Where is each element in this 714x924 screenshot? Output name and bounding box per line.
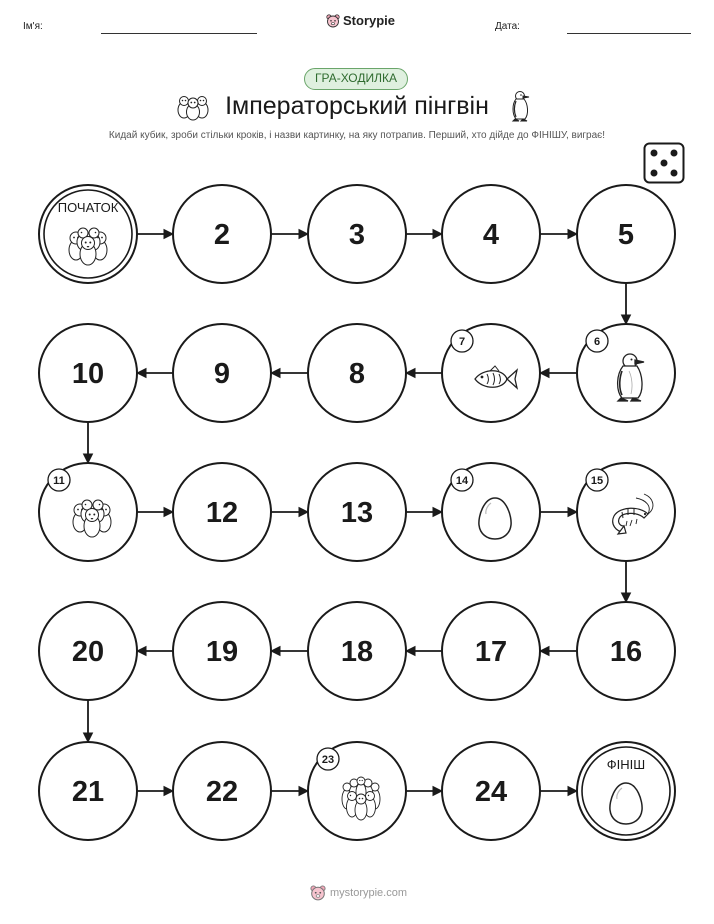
cell-number: 11 [53, 475, 65, 487]
board-cell-23 [308, 742, 406, 840]
cell-number: 16 [609, 636, 643, 668]
board-cell-9 [173, 324, 271, 422]
board-cell-4 [442, 185, 540, 283]
cell-number: 13 [340, 497, 374, 529]
cell-number: 21 [71, 776, 105, 808]
cell-number: 19 [205, 636, 239, 668]
board-cell-22 [173, 742, 271, 840]
penguin-group-icon [73, 500, 111, 537]
cell-number: 24 [474, 776, 508, 808]
cell-number: 20 [71, 636, 105, 668]
penguin-group-icon [69, 228, 107, 265]
board-cell-24 [442, 742, 540, 840]
board-cell-21 [39, 742, 137, 840]
game-type-badge: ГРА-ХОДИЛКА [304, 68, 408, 90]
board-cell-2 [173, 185, 271, 283]
cell-number: 7 [458, 336, 466, 348]
board-cell-15 [577, 463, 675, 561]
cell-number: 6 [593, 336, 601, 348]
board-cell-14 [442, 463, 540, 561]
board-cell-6 [577, 324, 675, 422]
cell-number: 4 [482, 219, 500, 251]
cell-number: 22 [205, 776, 239, 808]
cell-number: 2 [213, 219, 231, 251]
name-label: Ім'я: [23, 21, 43, 32]
board-cell-20 [39, 602, 137, 700]
brand-name: Storypie [343, 13, 396, 28]
board-cell-3 [308, 185, 406, 283]
instructions: Кидай кубик, зроби стільки кроків, і назви картинку, на яку потрапив. Перший, хто дійде до ФІНІШУ, виграє! [108, 130, 606, 141]
board-cell-18 [308, 602, 406, 700]
board-cell-7 [442, 324, 540, 422]
date-label: Дата: [495, 21, 520, 32]
cell-number: 9 [213, 358, 231, 390]
bear-logo-icon [310, 885, 326, 901]
cell-number: 14 [455, 475, 469, 487]
board-cell-17 [442, 602, 540, 700]
penguin-colony-icon [342, 777, 380, 820]
cell-number: 18 [340, 636, 374, 668]
finish-label: ФІНІШ [606, 757, 646, 772]
page-title: Імператорський пінгвін [225, 92, 489, 120]
cell-number: 5 [617, 219, 635, 251]
board-cell-10 [39, 324, 137, 422]
board-cell-12 [173, 463, 271, 561]
board-cell-25 [577, 742, 675, 840]
board-cell-13 [308, 463, 406, 561]
cell-number: 17 [474, 636, 508, 668]
cell-number: 8 [348, 358, 366, 390]
cell-number: 3 [348, 219, 366, 251]
board-cell-5 [577, 185, 675, 283]
cell-number: 10 [71, 358, 105, 390]
footer-url: mystorypie.com [330, 887, 408, 899]
board-cell-19 [173, 602, 271, 700]
cell-number: 23 [321, 754, 335, 766]
start-label: ПОЧАТОК [57, 200, 119, 215]
board-cells [39, 185, 675, 840]
footer [310, 885, 407, 901]
board-cell-8 [308, 324, 406, 422]
board-cell-16 [577, 602, 675, 700]
cell-number: 15 [590, 475, 604, 487]
board-cell-11 [39, 463, 137, 561]
cell-number: 12 [205, 497, 239, 529]
board-cell-1 [39, 185, 137, 283]
